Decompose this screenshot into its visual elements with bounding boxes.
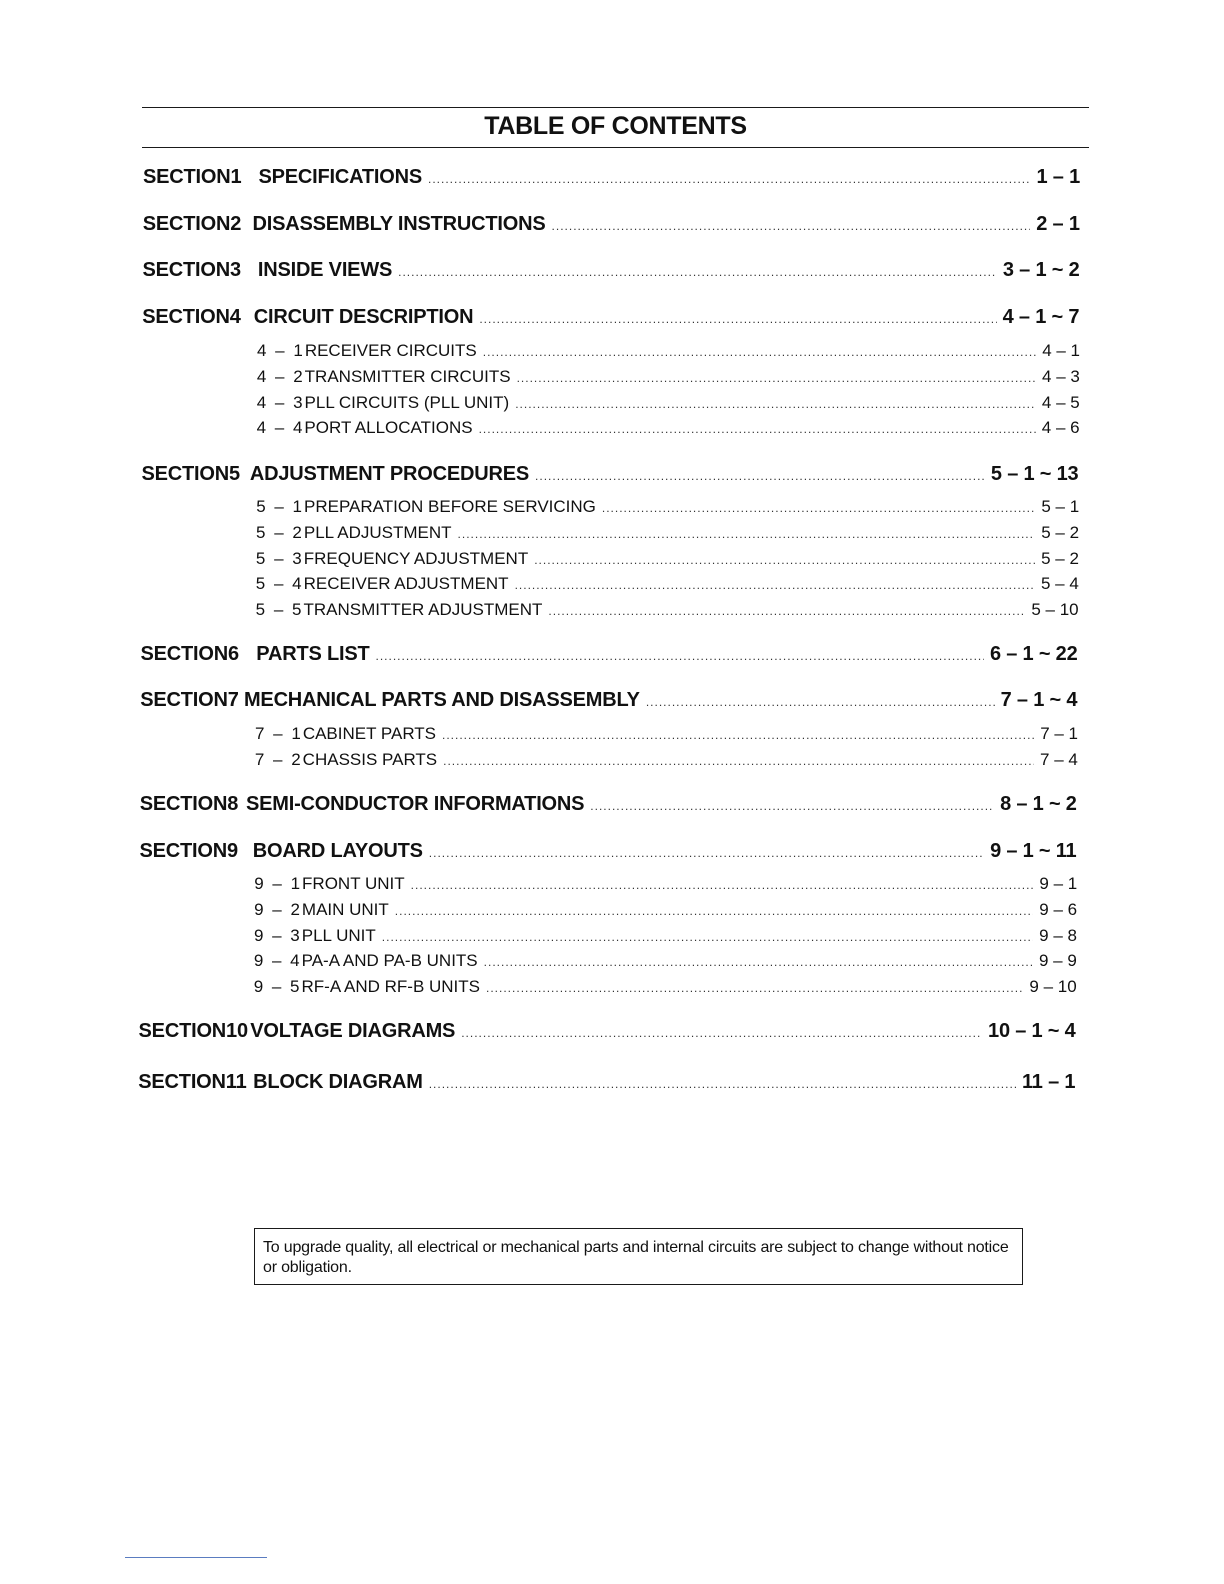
subsection-number: 5 – 5 (255, 600, 304, 620)
subsection-page: 9 – 6 (1039, 899, 1078, 919)
toc-section-2[interactable] (143, 213, 1080, 236)
subsection-title: CABINET PARTS (302, 724, 437, 743)
section-label: SECTION (139, 793, 228, 815)
dot-leader (646, 695, 995, 709)
subsection-page: 9 – 10 (1029, 977, 1077, 997)
notice-box (254, 1228, 1023, 1285)
section-label: SECTION (142, 306, 230, 328)
section-number: 2 (230, 213, 242, 235)
section-label: SECTION (143, 166, 231, 188)
toc-section-1[interactable] (143, 166, 1080, 189)
subsection-number: 4 – 3 (256, 392, 305, 412)
subsection-title: CHASSIS PARTS (302, 749, 438, 769)
toc-section-7[interactable] (140, 689, 1077, 712)
subsection-title: PORT ALLOCATIONS (304, 418, 473, 438)
subsection-number: 5 – 1 (256, 497, 304, 516)
toc-subsection[interactable] (254, 977, 1077, 997)
section-page: 3 – 1 ~ 2 (1002, 259, 1080, 281)
toc-subsection[interactable] (254, 951, 1077, 971)
subsection-number: 4 – 1 (257, 341, 305, 360)
subsection-page: 5 – 10 (1031, 600, 1079, 620)
title-underline-rule (142, 147, 1089, 148)
section-label: SECTION (138, 1020, 227, 1042)
subsection-page: 9 – 1 (1039, 874, 1078, 893)
toc-subsection[interactable] (257, 367, 1080, 387)
dot-leader (428, 172, 1031, 186)
subsection-page: 5 – 4 (1040, 574, 1079, 594)
section-number: 1 (230, 166, 242, 188)
section-page: 4 – 1 ~ 7 (1002, 306, 1080, 328)
toc-section-8[interactable] (140, 793, 1077, 816)
dot-leader (458, 527, 1036, 541)
subsection-number: 9 – 5 (253, 977, 302, 997)
subsection-page: 4 – 5 (1041, 392, 1080, 412)
subsection-number: 5 – 2 (256, 522, 304, 542)
section-title: DISASSEMBLY INSTRUCTIONS (252, 213, 546, 235)
toc-section-6[interactable] (141, 643, 1078, 666)
section-number: 6 (228, 643, 239, 665)
toc-section-9[interactable] (139, 840, 1076, 863)
section-title: BOARD LAYOUTS (252, 840, 423, 862)
dot-leader (548, 604, 1025, 618)
section-title: MECHANICAL PARTS AND DISASSEMBLY (243, 689, 640, 711)
toc-subsection[interactable] (256, 523, 1079, 543)
toc-subsection[interactable] (257, 393, 1080, 413)
dot-leader (484, 955, 1033, 969)
subsection-title: PREPARATION BEFORE SERVICING (304, 497, 596, 516)
section-page: 5 – 1 ~ 13 (990, 463, 1079, 485)
section-page: 7 – 1 ~ 4 (1000, 689, 1078, 711)
section-label: SECTION (138, 1071, 226, 1093)
dot-leader (479, 312, 996, 326)
section-number: 9 (226, 840, 238, 862)
toc-subsection[interactable] (256, 574, 1079, 594)
subsection-title: PLL UNIT (301, 925, 376, 945)
toc-subsection[interactable] (255, 724, 1078, 744)
dot-leader (398, 265, 997, 279)
dot-leader (517, 371, 1036, 385)
section-page: 9 – 1 ~ 11 (990, 840, 1077, 862)
section-title: CIRCUIT DESCRIPTION (253, 306, 474, 328)
subsection-title: RECEIVER ADJUSTMENT (303, 574, 509, 594)
section-label: SECTION (141, 463, 229, 485)
toc-subsection[interactable] (256, 549, 1079, 569)
subsection-page: 5 – 1 (1041, 497, 1080, 516)
section-title: VOLTAGE DIAGRAMS (250, 1020, 456, 1042)
section-page: 6 – 1 ~ 22 (989, 643, 1078, 665)
subsection-number: 9 – 1 (254, 874, 303, 893)
subsection-number: 5 – 3 (255, 548, 304, 568)
dot-leader (411, 878, 1034, 892)
top-rule (142, 107, 1089, 108)
section-title: INSIDE VIEWS (257, 259, 393, 281)
toc-subsection[interactable] (257, 341, 1080, 361)
dot-leader (442, 728, 1034, 742)
section-label: SECTION (142, 213, 231, 235)
dot-leader (429, 846, 984, 860)
toc-subsection[interactable] (254, 874, 1077, 894)
subsection-number: 4 – 2 (256, 366, 305, 386)
section-page: 10 – 1 ~ 4 (988, 1020, 1076, 1042)
dot-leader (429, 1077, 1016, 1091)
dot-leader (375, 649, 984, 663)
dot-leader (486, 981, 1023, 995)
section-label: SECTION (139, 840, 227, 862)
subsection-page: 4 – 6 (1041, 418, 1080, 438)
section-label: SECTION (140, 643, 229, 665)
dot-leader (479, 422, 1036, 436)
subsection-number: 4 – 4 (256, 418, 305, 438)
section-title: BLOCK DIAGRAM (253, 1071, 423, 1093)
subsection-page: 5 – 2 (1041, 548, 1079, 568)
section-number: 11 (225, 1071, 247, 1093)
notice-text: To upgrade quality, all electrical or mechanical parts and internal circuits are subject to change without notice or obligation. (263, 1239, 1009, 1276)
subsection-page: 4 – 1 (1042, 341, 1080, 360)
subsection-number: 9 – 2 (254, 899, 302, 919)
dot-leader (602, 501, 1035, 515)
toc-subsection[interactable] (254, 926, 1077, 946)
dot-leader (515, 578, 1035, 592)
section-page: 8 – 1 ~ 2 (1000, 793, 1077, 815)
section-page: 11 – 1 (1021, 1071, 1076, 1093)
section-title: SPECIFICATIONS (258, 166, 423, 188)
dot-leader (483, 345, 1036, 359)
section-title: SEMI-CONDUCTOR INFORMATIONS (246, 793, 585, 815)
toc-subsection[interactable] (254, 900, 1077, 920)
section-number: 8 (227, 793, 239, 815)
toc-section-4[interactable] (142, 306, 1079, 329)
toc-section-10[interactable] (139, 1020, 1076, 1043)
dot-leader (535, 469, 985, 483)
subsection-page: 9 – 8 (1039, 925, 1077, 945)
subsection-title: RF-A AND RF-B UNITS (301, 977, 481, 997)
toc-subsection[interactable] (255, 750, 1078, 770)
toc-subsection[interactable] (256, 600, 1079, 620)
section-label: SECTION (142, 259, 231, 281)
toc-subsection[interactable] (256, 497, 1079, 517)
section-number: 4 (229, 306, 241, 328)
section-label: SECTION (140, 689, 228, 711)
page-title: TABLE OF CONTENTS (484, 112, 747, 140)
section-page: 1 – 1 (1036, 166, 1080, 188)
subsection-page: 7 – 4 (1040, 749, 1078, 769)
dot-leader (534, 553, 1035, 567)
subsection-number: 5 – 4 (255, 574, 304, 594)
subsection-number: 9 – 3 (253, 925, 302, 945)
subsection-page: 9 – 9 (1039, 951, 1077, 971)
subsection-title: PA-A AND PA-B UNITS (301, 951, 478, 971)
toc-subsection[interactable] (257, 418, 1080, 438)
subsection-title: PLL CIRCUITS (PLL UNIT) (304, 392, 510, 412)
subsection-title: FRONT UNIT (302, 874, 405, 893)
subsection-number: 7 – 1 (255, 724, 303, 743)
subsection-title: PLL ADJUSTMENT (303, 522, 452, 542)
subsection-title: TRANSMITTER CIRCUITS (304, 366, 511, 386)
section-title: PARTS LIST (256, 643, 370, 665)
subsection-page: 5 – 2 (1041, 522, 1080, 542)
section-number: 10 (226, 1020, 248, 1042)
dot-leader (590, 799, 994, 813)
subsection-title: MAIN UNIT (301, 899, 389, 919)
subsection-title: RECEIVER CIRCUITS (304, 341, 477, 360)
section-number: 3 (230, 259, 241, 281)
dot-leader (461, 1026, 982, 1040)
dot-leader (382, 930, 1033, 944)
subsection-page: 4 – 3 (1042, 366, 1080, 386)
subsection-title: TRANSMITTER ADJUSTMENT (303, 600, 543, 620)
dot-leader (443, 754, 1034, 768)
toc-section-3[interactable] (143, 259, 1080, 282)
section-title: ADJUSTMENT PROCEDURES (249, 463, 530, 485)
subsection-number: 9 – 4 (253, 951, 302, 971)
toc-section-11[interactable] (138, 1071, 1075, 1094)
section-page: 2 – 1 (1036, 213, 1080, 235)
dot-leader (395, 904, 1033, 918)
dot-leader (515, 397, 1036, 411)
section-number: 5 (228, 463, 240, 485)
subsection-page: 7 – 1 (1040, 724, 1078, 743)
dot-leader (552, 219, 1031, 233)
toc-section-5[interactable] (141, 463, 1078, 486)
subsection-number: 7 – 2 (254, 749, 303, 769)
subsection-title: FREQUENCY ADJUSTMENT (303, 548, 529, 568)
section-number: 7 (227, 689, 239, 711)
footer-underline (125, 1557, 267, 1558)
